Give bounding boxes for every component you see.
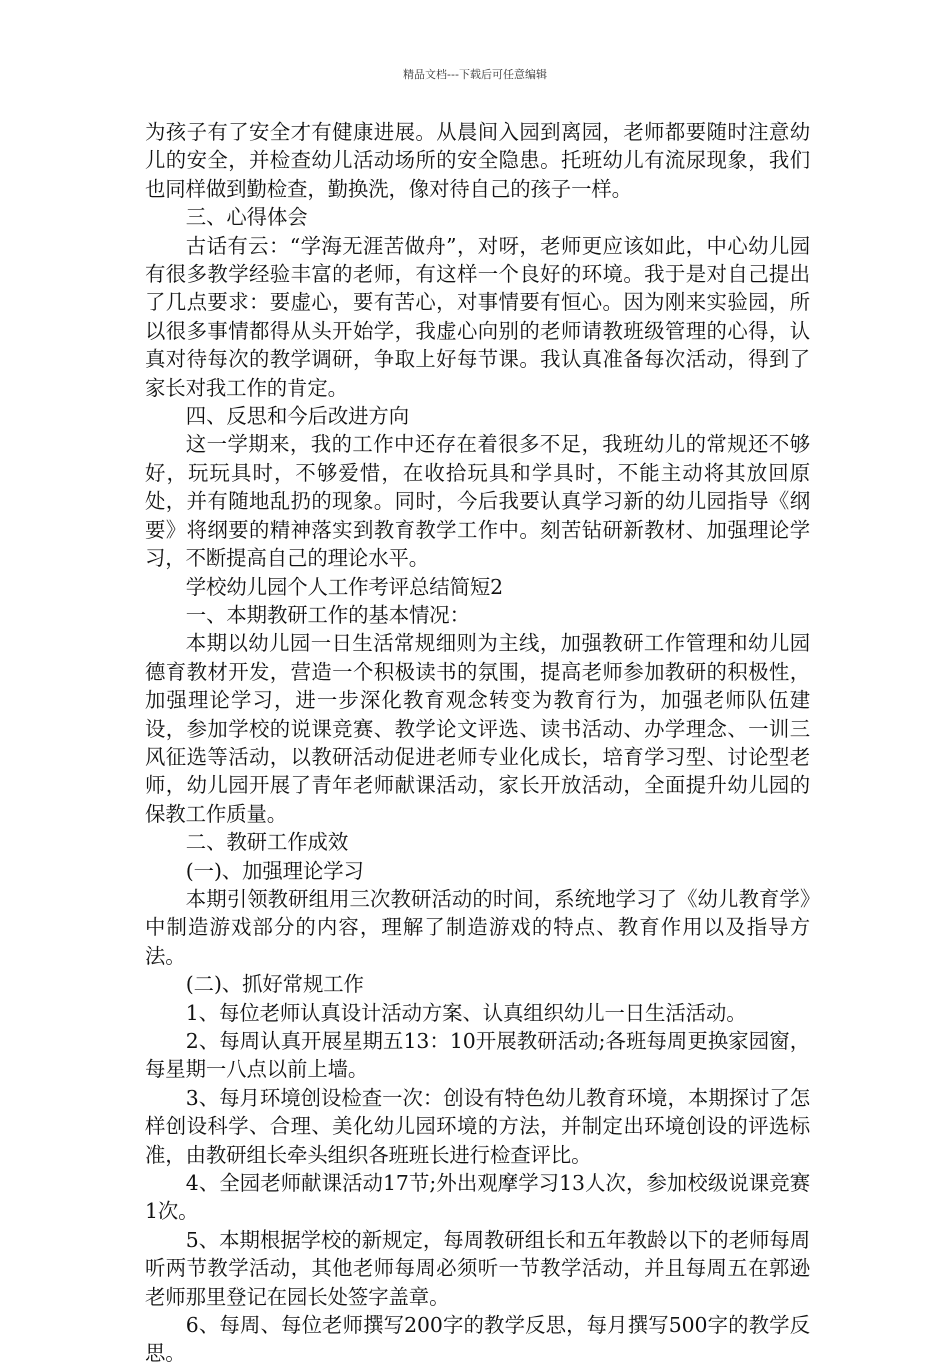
list-item: 1、每位老师认真设计活动方案、认真组织幼儿一日生活活动。	[185, 1000, 747, 1025]
page-header: 精品文档---下载后可任意编辑	[403, 68, 547, 81]
document-title: 学校幼儿园个人工作考评总结简短2	[185, 574, 504, 599]
list-item: 2、每周认真开展星期五13：10开展教研活动;各班每周更换家园窗，每星期一八点以前上墙。	[145, 1029, 810, 1082]
paragraph: 古话有云：“学海无涯苦做舟”，对呀，老师更应该如此，中心幼儿园有很多教学经验丰富的老师，有这样一个良好的环境。我于是对自己提出了几点要求：要虚心，要有苦心，对事情要有恒心。因为刚来实验园，所以很多事情都得从头开始学，我虚心向别的老师请教班级管理的心得，认真对待每次的教学调研，争取上好每节课。我认真准备每次活动，得到了家长对我工作的肯定。	[145, 233, 810, 400]
list-item: 5、本期根据学校的新规定，每周教研组长和五年教龄以下的老师每周听两节教学活动，其他老师每周必须听一节教学活动，并且每周五在郭逊老师那里登记在园长处签字盖章。	[145, 1227, 810, 1309]
list-item: 6、每周、每位老师撰写200字的教学反思，每月撰写500字的教学反思。	[145, 1313, 810, 1366]
paragraph: 本期引领教研组用三次教研活动的时间，系统地学习了《幼儿教育学》中制造游戏部分的内容，理解了制造游戏的特点、教育作用以及指导方法。	[145, 886, 810, 968]
section-heading: 三、心得体会	[185, 205, 308, 230]
document-body	[145, 118, 810, 1368]
section-heading: 二、教研工作成效	[185, 830, 349, 855]
list-item: 4、全园老师献课活动17节;外出观摩学习13人次，参加校级说课竞赛1次。	[145, 1171, 810, 1224]
subsection-heading: (一)、加强理论学习	[185, 858, 364, 883]
section-heading: 一、本期教研工作的基本情况：	[185, 602, 470, 627]
section-heading: 四、反思和今后改进方向	[185, 404, 409, 429]
paragraph: 本期以幼儿园一日生活常规细则为主线，加强教研工作管理和幼儿园德育教材开发，营造一个积极读书的氛围，提高老师参加教研的积极性，加强理论学习，进一步深化教育观念转变为教育行为，加强老师队伍建设，参加学校的说课竞赛、教学论文评选、读书活动、办学理念、一训三风征选等活动，以教研活动促进老师专业化成长，培育学习型、讨论型老师，幼儿园开展了青年老师献课活动，家长开放活动，全面提升幼儿园的保教工作质量。	[145, 631, 810, 826]
list-item: 3、每月环境创设检查一次：创设有特色幼儿教育环境，本期探讨了怎样创设科学、合理、美化幼儿园环境的方法，并制定出环境创设的评选标准，由教研组长牵头组织各班班长进行检查评比。	[145, 1085, 810, 1167]
paragraph: 这一学期来，我的工作中还存在着很多不足，我班幼儿的常规还不够好，玩玩具时，不够爱惜，在收拾玩具和学具时，不能主动将其放回原处，并有随地乱扔的现象。同时，今后我要认真学习新的幼儿园指导《纲要》将纲要的精神落实到教育教学工作中。刻苦钻研新教材、加强理论学习，不断提高自己的理论水平。	[145, 432, 810, 571]
subsection-heading: (二)、抓好常规工作	[185, 972, 364, 997]
paragraph-continued: 为孩子有了安全才有健康进展。从晨间入园到离园，老师都要随时注意幼儿的安全，并检查幼儿活动场所的安全隐患。托班幼儿有流尿现象，我们也同样做到勤检查，勤换洗，像对待自己的孩子一样。	[145, 120, 810, 201]
